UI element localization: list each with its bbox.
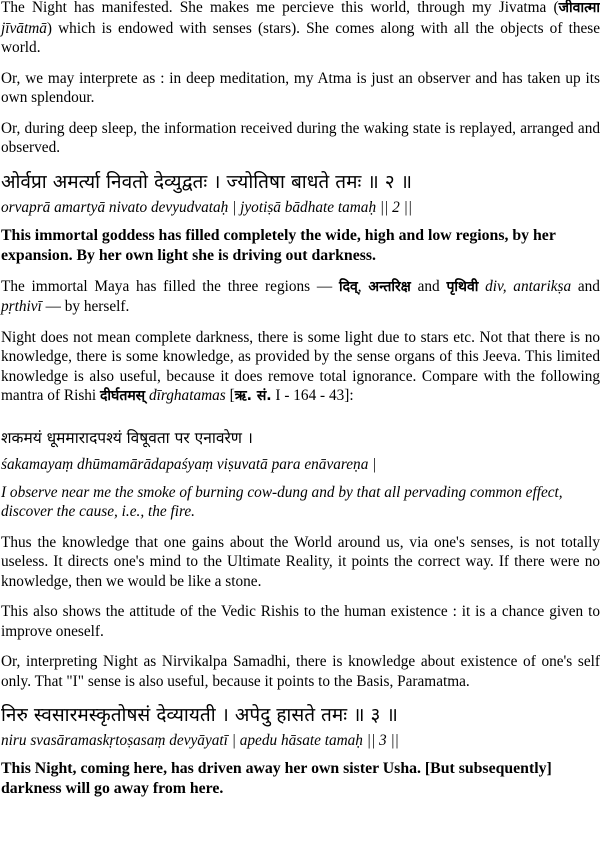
text-segment: , [357, 277, 369, 295]
sanskrit-verse-3: निरु स्वसारमस्कृतोषसं देव्यायती । अपेदु हासते तमः ॥ ३ ॥ [1, 704, 398, 726]
transliteration-term: div, antarikṣa [478, 277, 572, 295]
text-segment: [ [225, 387, 235, 404]
text-segment: and [410, 277, 447, 295]
sanskrit-verse-2: ओर्वप्रा अमर्त्या निवतो देव्युद्वतः । ज्योतिषा बाधते तमः ॥ २ ॥ [1, 170, 413, 193]
text-segment: Night does not mean complete darkness, there is some light due to stars etc. Not that there is no knowledge, there is some knowledge, as provided by the sense organs of this Jeeva. This limited knowledge is also useful, because it does remove total ignorance. Compare with the following mantra of Rishi [1, 328, 600, 404]
paragraph-knowledge-senses: Thus the knowledge that one gains about the World around us, via one's senses, is not totally useless. It directs one's mind to the Ultimate Reality, it points the correct way. If there were no knowledge, then we would be like a stone. [1, 533, 600, 590]
transliteration-verse-2: orvaprā amartyā nivato devyudvataḥ | jyotiṣā bādhate tamaḥ || 2 || [1, 198, 413, 216]
devanagari-term: पृथिवी [446, 278, 479, 295]
paragraph-night-manifested [1, 0, 600, 58]
sanskrit-verse-rigveda: शकमयं धूममारादपश्यं विषूवता पर एनावरेण । [1, 428, 253, 447]
translation-verse-2: This immortal goddess has filled completely the wide, high and low regions, by her expansion. By her own light she is driving out darkness. [1, 226, 556, 264]
translation-verse-rigveda: I observe near me the smoke of burning cow-dung and by that all pervading common effect, discover the cause, i.e., the fire. [1, 483, 563, 520]
transliteration-term: pṛthivī [1, 298, 42, 315]
text-segment: and [571, 277, 600, 295]
text-segment: — by herself. [41, 298, 130, 315]
transliteration-verse-3: niru svasāramaskṛtoṣasaṃ devyāyatī | apedu hāsate tamaḥ || 3 || [1, 732, 399, 749]
translation-verse-3: This Night, coming here, has driven away her own sister Usha. [But subsequently] darkness will go away from here. [1, 760, 552, 797]
transliteration-term: dīrghatamas [145, 387, 226, 404]
transliteration-verse-rigveda: śakamayaṃ dhūmamārādapaśyaṃ viṣuvatā para enāvareṇa | [1, 455, 377, 473]
devanagari-term: दिव् [338, 278, 358, 295]
paragraph-three-regions [1, 277, 600, 317]
text-segment: ) which is endowed with senses (stars). She comes along with all the objects of these world. [1, 19, 600, 56]
paragraph-deep-sleep: Or, during deep sleep, the information received during the waking state is replayed, arranged and observed. [1, 119, 600, 156]
text-segment: The Night has manifested. She makes me percieve this world, through my Jivatma ( [1, 0, 559, 16]
paragraph-night-darkness [1, 328, 600, 407]
devanagari-reference: ऋ. सं. [234, 388, 272, 404]
text-segment: I - 164 - 43]: [271, 387, 354, 404]
devanagari-term: जीवात्मा [558, 0, 600, 16]
paragraph-meditation: Or, we may interprete as : in deep meditation, my Atma is just an observer and has taken up its own splendour. [1, 69, 600, 106]
text-segment: The immortal Maya has filled the three regions — [1, 277, 339, 295]
paragraph-nirvikalpa: Or, interpreting Night as Nirvikalpa Samadhi, there is knowledge about existence of one's self only. That "I" sense is also useful, because it points to the Basis, Paramatma. [1, 653, 600, 690]
devanagari-term: अन्तरिक्ष [368, 278, 411, 295]
transliteration-term: jīvātmā [1, 19, 47, 37]
devanagari-term: दीर्घतमस् [100, 388, 146, 404]
paragraph-vedic-rishis: This also shows the attitude of the Vedic Rishis to the human existence : it is a chance given to improve oneself. [1, 603, 600, 640]
